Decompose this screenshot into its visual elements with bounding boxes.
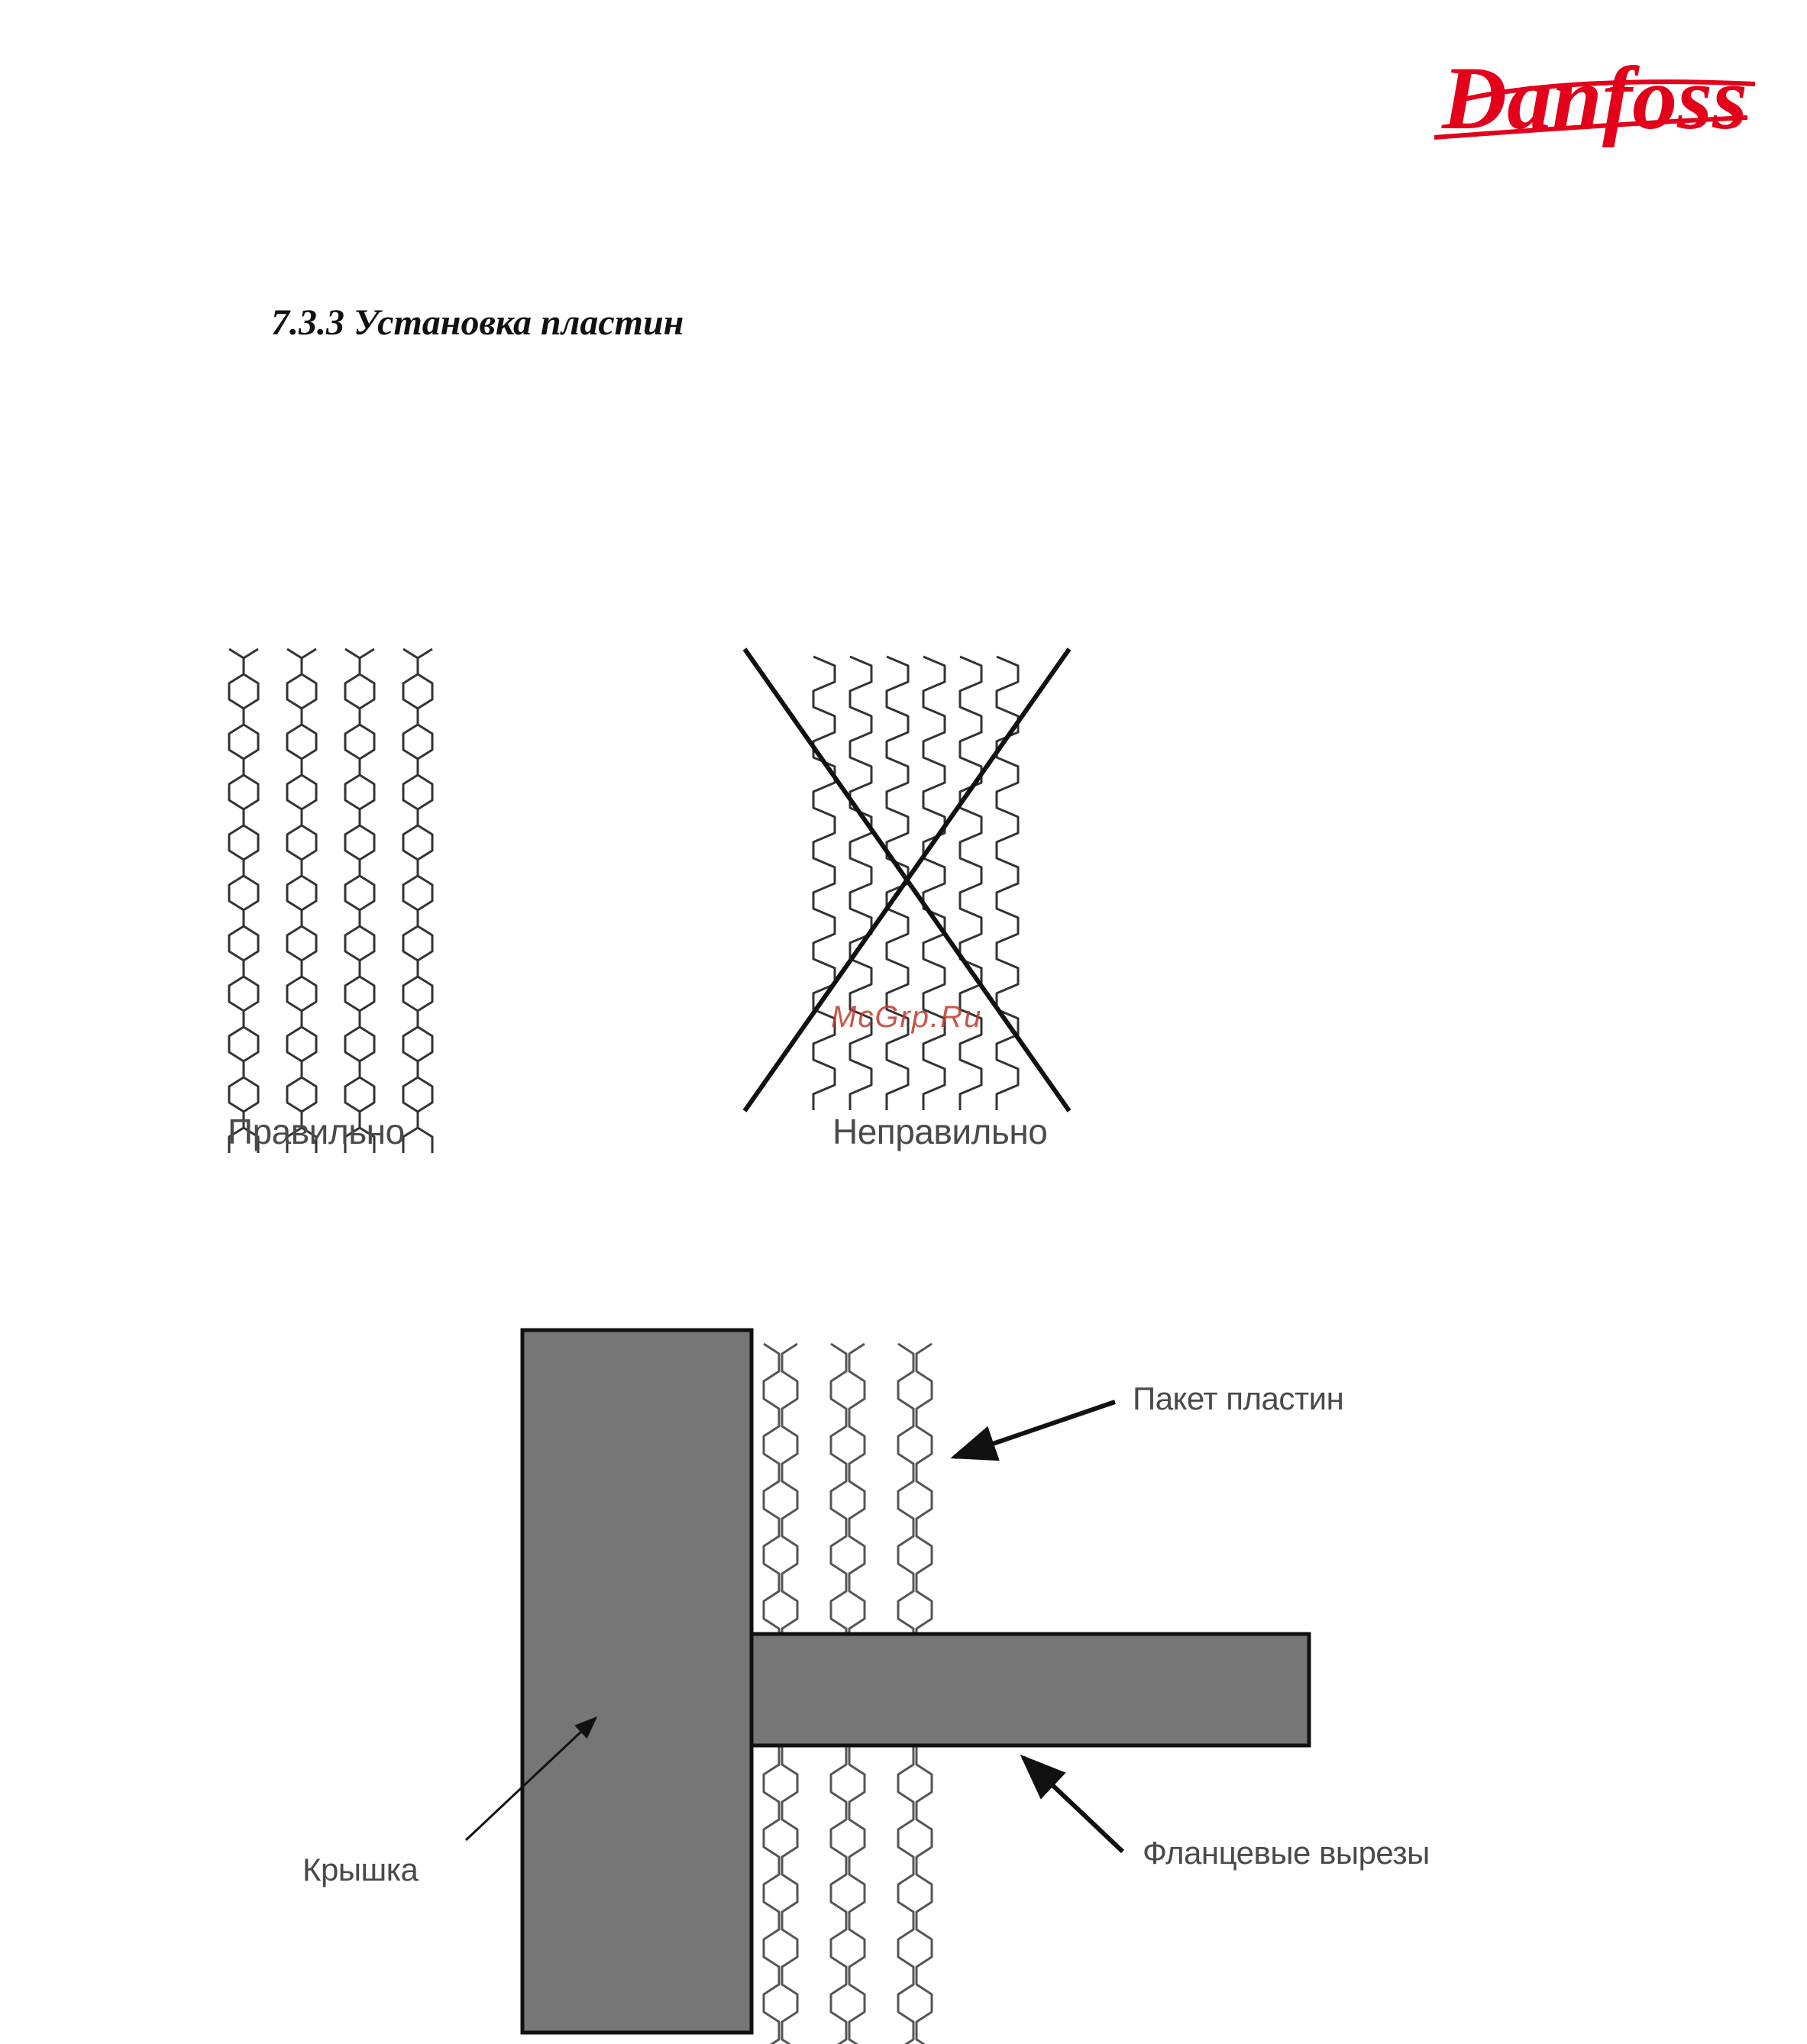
correct-plates-diagram: [199, 649, 443, 1122]
plate-line: [813, 657, 835, 1110]
plate-line: [916, 1737, 932, 2044]
incorrect-label: Неправильно: [832, 1112, 1048, 1151]
incorrect-plates-diagram: [733, 641, 1077, 1122]
plate-line: [403, 649, 418, 1153]
plate-pack-assembly-diagram: [519, 1321, 1405, 2039]
plate-line: [831, 1344, 846, 1674]
watermark: McGrp.Ru: [831, 1000, 983, 1034]
flange-cuts-label: Фланцевые вырезы: [1143, 1835, 1430, 1871]
flange-cuts-arrow: [1023, 1758, 1123, 1852]
plate-line: [418, 649, 432, 1153]
plate-line: [287, 649, 302, 1153]
section-heading: 7.3.3 Установка пластин: [271, 302, 684, 343]
cover-block: [522, 1330, 752, 2033]
danfoss-logo: [1427, 37, 1758, 168]
plate-pack-upper: [764, 1344, 932, 1674]
plate-line: [345, 649, 360, 1153]
plate-line: [916, 1344, 932, 1674]
plate-pack-lower: [764, 1737, 932, 2044]
plate-line: [850, 657, 871, 1110]
svg-text:Danfoss: Danfoss: [1441, 48, 1747, 148]
plate-line: [360, 649, 374, 1153]
plate-line: [849, 1737, 865, 2044]
plate-line: [244, 649, 258, 1153]
plate-line: [229, 649, 244, 1153]
plate-line: [764, 1737, 779, 2044]
correct-label: Правильно: [228, 1112, 405, 1151]
plate-line: [898, 1737, 913, 2044]
plate-line: [764, 1344, 779, 1674]
plate-line: [849, 1344, 865, 1674]
cover-label: Крышка: [302, 1852, 419, 1887]
plate-pack-arrow: [955, 1402, 1115, 1457]
plate-line: [923, 657, 945, 1110]
plate-line: [960, 657, 981, 1110]
plate-line: [831, 1737, 846, 2044]
plate-line: [782, 1737, 797, 2044]
plate-line: [302, 649, 316, 1153]
flange-bar: [752, 1634, 1309, 1745]
plate-line: [782, 1344, 797, 1674]
plate-pack-label: Пакет пластин: [1133, 1380, 1344, 1416]
plate-line: [898, 1344, 913, 1674]
